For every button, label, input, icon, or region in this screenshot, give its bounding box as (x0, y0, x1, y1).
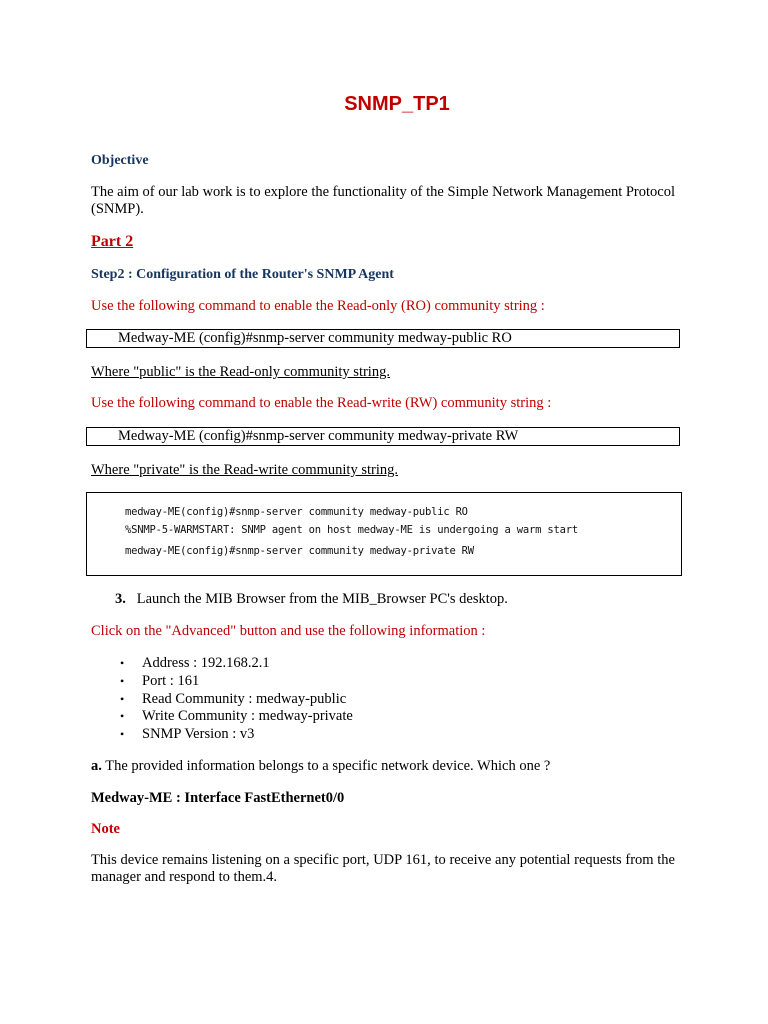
step3-text: Launch the MIB Browser from the MIB_Browser PC's desktop. (136, 591, 508, 607)
settings-list (120, 655, 353, 744)
console-line: medway-ME(config)#snmp-server community medway-private RW (125, 545, 474, 557)
ro-instruction: Use the following command to enable the Read-only (RO) community string : (91, 298, 545, 314)
page-title: SNMP_TP1 (344, 93, 450, 115)
step3-number: 3. (115, 591, 126, 607)
objective-text: The aim of our lab work is to explore the functionality of the Simple Network Management Protocol (SNMP). (91, 184, 675, 217)
console-line: medway-ME(config)#snmp-server community medway-public RO (125, 506, 468, 518)
part-heading: Part 2 (91, 233, 134, 250)
bullet-icon: • (120, 691, 125, 706)
ro-note: Where "public" is the Read-only community string. (91, 364, 390, 380)
question-a-answer: Medway-ME : Interface FastEthernet0/0 (91, 790, 345, 806)
objective-heading: Objective (91, 153, 149, 168)
list-item: • Port : 161 (120, 672, 200, 689)
console-screenshot (86, 492, 682, 576)
rw-instruction: Use the following command to enable the Read-write (RW) community string : (91, 395, 552, 411)
advanced-instruction: Click on the "Advanced" button and use the following information : (91, 623, 486, 639)
list-item: • Read Community : medway-public (120, 690, 347, 707)
bullet-icon: • (120, 656, 125, 670)
ro-command-box: Medway-ME (config)#snmp-server community medway-public RO (86, 329, 680, 348)
bullet-icon: • (120, 727, 125, 742)
step2-heading: Step2 : Configuration of the Router's SNMP Agent (91, 267, 394, 282)
bullet-icon: • (120, 673, 125, 688)
list-item: • Address : 192.168.2.1 (120, 655, 270, 671)
note-text: This device remains listening on a specific port, UDP 161, to receive any potential requests from the manager and respond to them.4. (91, 852, 675, 885)
note-heading: Note (91, 821, 120, 837)
question-a-text: The provided information belongs to a specific network device. Which one ? (105, 758, 551, 774)
bullet-icon: • (120, 709, 125, 724)
rw-note: Where "private" is the Read-write community string. (91, 462, 398, 478)
list-item: • SNMP Version : v3 (120, 726, 255, 743)
question-a-label: a. (91, 758, 102, 774)
step3-line (115, 591, 675, 608)
console-line: %SNMP-5-WARMSTART: SNMP agent on host medway-ME is undergoing a warm start (125, 524, 578, 536)
list-item: • Write Community : medway-private (120, 708, 353, 725)
rw-command-box: Medway-ME (config)#snmp-server community medway-private RW (86, 427, 680, 446)
question-a (91, 758, 675, 775)
